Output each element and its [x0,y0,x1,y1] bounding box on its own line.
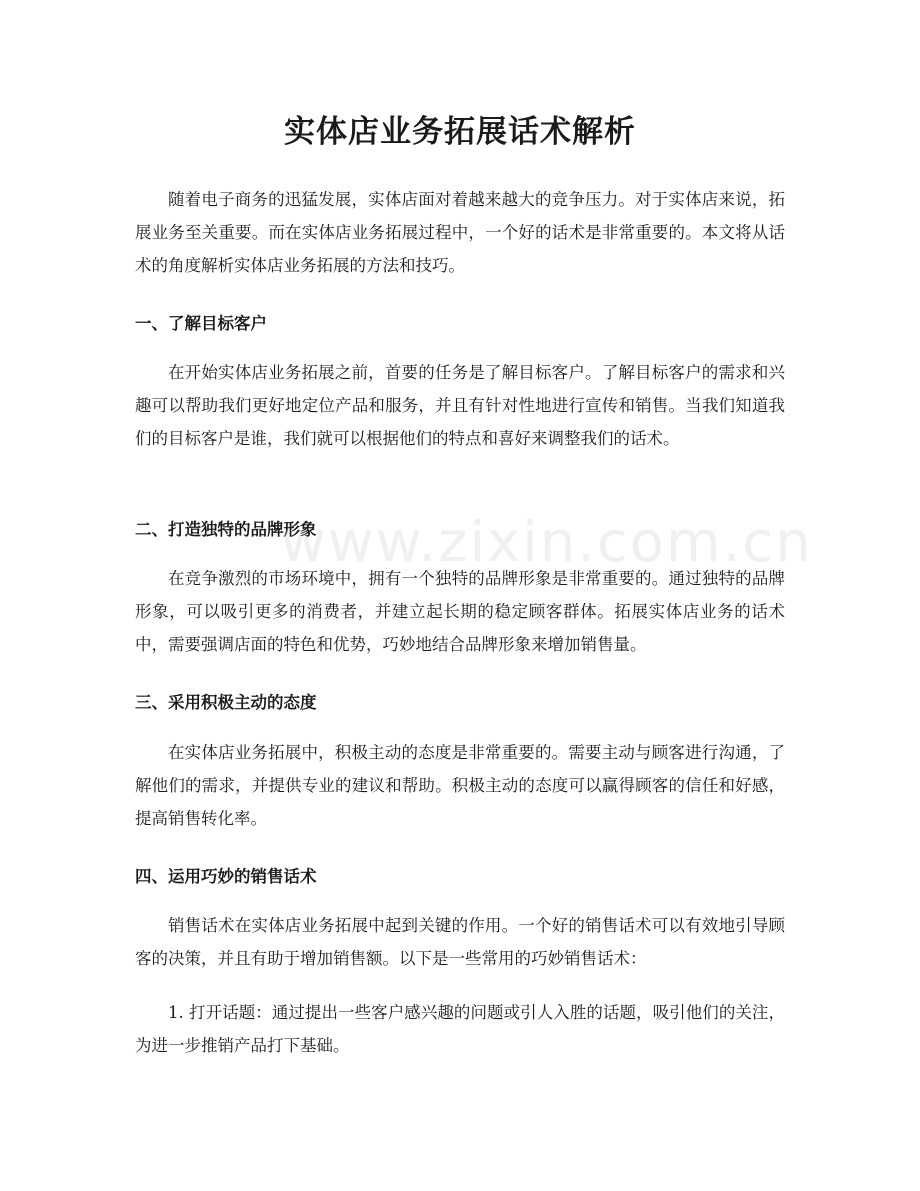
section-paragraph-3: 在实体店业务拓展中，积极主动的态度是非常重要的。需要主动与顾客进行沟通，了解他们的需求，并提供专业的建议和帮助。积极主动的态度可以赢得顾客的信任和好感，提高销售转化率。 [135,743,785,828]
section-paragraph-4: 销售话术在实体店业务拓展中起到关键的作用。一个好的销售话术可以有效地引导顾客的决策，并且有助于增加销售额。以下是一些常用的巧妙销售话术： [135,916,785,968]
section-heading-2: 二、打造独特的品牌形象 [135,520,317,539]
document-title: 实体店业务拓展话术解析 [284,114,636,150]
watermark: www.zixin.com.cn [280,510,813,575]
section-heading-1: 一、了解目标客户 [135,314,267,333]
section-heading-4: 四、运用巧妙的销售话术 [135,867,317,886]
list-item: 1. 打开话题：通过提出一些客户感兴趣的问题或引人入胜的话题，吸引他们的关注，为进一步推销产品打下基础。 [135,1003,785,1055]
section-paragraph-1: 在开始实体店业务拓展之前，首要的任务是了解目标客户。了解目标客户的需求和兴趣可以帮助我们更好地定位产品和服务，并且有针对性地进行宣传和销售。当我们知道我们的目标客户是谁，我们就可以根据他们的特点和喜好来调整我们的话术。 [135,363,785,448]
section-paragraph-2: 在竞争激烈的市场环境中，拥有一个独特的品牌形象是非常重要的。通过独特的品牌形象，可以吸引更多的消费者，并建立起长期的稳定顾客群体。拓展实体店业务的话术中，需要强调店面的特色和优势，巧妙地结合品牌形象来增加销售量。 [135,569,785,654]
section-heading-3: 三、采用积极主动的态度 [135,693,317,712]
intro-paragraph: 随着电子商务的迅猛发展，实体店面对着越来越大的竞争压力。对于实体店来说，拓展业务至关重要。而在实体店业务拓展过程中，一个好的话术是非常重要的。本文将从话术的角度解析实体店业务拓展的方法和技巧。 [135,190,785,275]
